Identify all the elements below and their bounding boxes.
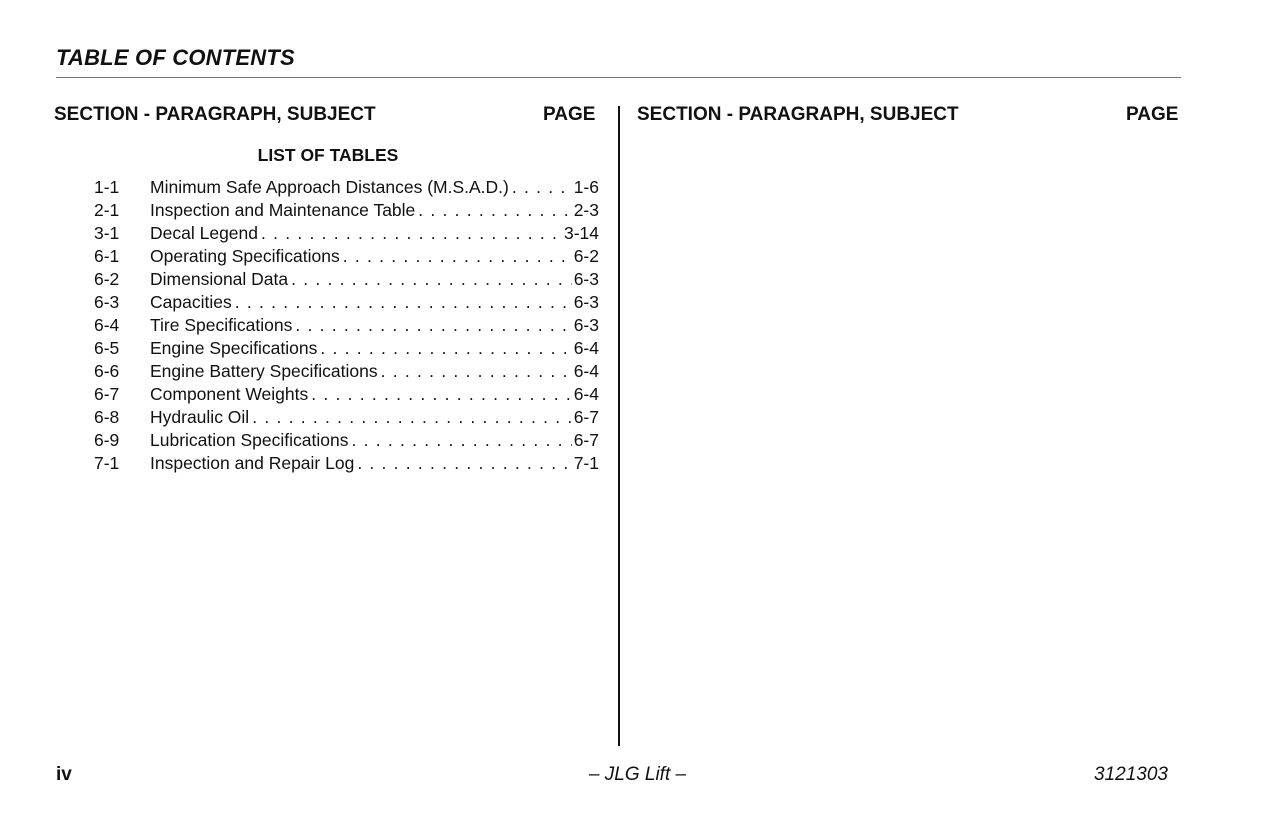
entry-page: 6-3 [573, 315, 599, 335]
entry-page: 6-7 [573, 407, 599, 427]
dot-leader [311, 383, 571, 406]
left-page-header: PAGE [543, 104, 596, 125]
entry-title: Dimensional Data [150, 269, 289, 289]
entry-number: 3-1 [94, 223, 120, 243]
entry-title: Engine Battery Specifications [150, 361, 378, 381]
entry-title: Operating Specifications [150, 246, 340, 266]
entry-title: Inspection and Repair Log [150, 453, 355, 473]
dot-leader [291, 268, 572, 291]
toc-entry[interactable] [94, 176, 599, 199]
dot-leader [295, 314, 571, 337]
entry-number: 7-1 [94, 453, 120, 473]
entry-page: 6-7 [573, 430, 599, 450]
toc-entry[interactable] [94, 406, 599, 429]
entry-page: 6-3 [573, 292, 599, 312]
entry-page: 3-14 [563, 223, 599, 243]
entry-number: 1-1 [94, 177, 120, 197]
entry-page: 6-4 [573, 361, 599, 381]
entry-number: 6-9 [94, 430, 120, 450]
dot-leader [252, 406, 572, 429]
entry-number: 6-3 [94, 292, 120, 312]
dot-leader [381, 360, 572, 383]
entry-title: Lubrication Specifications [150, 430, 349, 450]
entry-number: 6-1 [94, 246, 120, 266]
toc-entry[interactable] [94, 245, 599, 268]
entry-title: Minimum Safe Approach Distances (M.S.A.D.) [150, 177, 509, 197]
entry-number: 6-5 [94, 338, 120, 358]
entry-page: 6-4 [573, 384, 599, 404]
entry-page: 6-3 [573, 269, 599, 289]
list-of-tables [94, 176, 599, 475]
entry-title: Hydraulic Oil [150, 407, 250, 427]
entry-page: 7-1 [573, 453, 599, 473]
left-section-header: SECTION - PARAGRAPH, SUBJECT [54, 104, 376, 125]
right-page-header: PAGE [1126, 104, 1179, 125]
entry-title: Capacities [150, 292, 232, 312]
toc-entry[interactable] [94, 291, 599, 314]
toc-entry[interactable] [94, 360, 599, 383]
toc-entry[interactable] [94, 337, 599, 360]
list-of-tables-title: LIST OF TABLES [257, 145, 399, 165]
dot-leader [261, 222, 562, 245]
dot-leader [351, 429, 571, 452]
toc-entry[interactable] [94, 429, 599, 452]
footer-title: – JLG Lift – [588, 764, 687, 785]
entry-page: 6-4 [573, 338, 599, 358]
dot-leader [357, 452, 571, 475]
dot-leader [343, 245, 572, 268]
entry-title: Tire Specifications [150, 315, 293, 335]
toc-entry[interactable] [94, 222, 599, 245]
dot-leader [235, 291, 572, 314]
entry-number: 6-4 [94, 315, 120, 335]
header-rule [56, 77, 1181, 78]
footer-doc-number: 3121303 [1094, 764, 1168, 785]
entry-number: 2-1 [94, 200, 120, 220]
column-divider [618, 106, 620, 746]
dot-leader [512, 176, 572, 199]
entry-title: Inspection and Maintenance Table [150, 200, 416, 220]
dot-leader [418, 199, 571, 222]
entry-number: 6-2 [94, 269, 120, 289]
toc-entry[interactable] [94, 452, 599, 475]
toc-entry[interactable] [94, 383, 599, 406]
toc-entry[interactable] [94, 199, 599, 222]
footer-page-number: iv [56, 764, 72, 785]
entry-number: 6-6 [94, 361, 120, 381]
entry-number: 6-7 [94, 384, 120, 404]
toc-entry[interactable] [94, 314, 599, 337]
entry-title: Decal Legend [150, 223, 258, 243]
entry-title: Component Weights [150, 384, 309, 404]
entry-number: 6-8 [94, 407, 120, 427]
page-title: TABLE OF CONTENTS [56, 45, 295, 70]
entry-page: 2-3 [573, 200, 599, 220]
entry-title: Engine Specifications [150, 338, 318, 358]
entry-page: 1-6 [573, 177, 599, 197]
entry-page: 6-2 [573, 246, 599, 266]
right-section-header: SECTION - PARAGRAPH, SUBJECT [637, 104, 959, 125]
toc-entry[interactable] [94, 268, 599, 291]
dot-leader [320, 337, 571, 360]
